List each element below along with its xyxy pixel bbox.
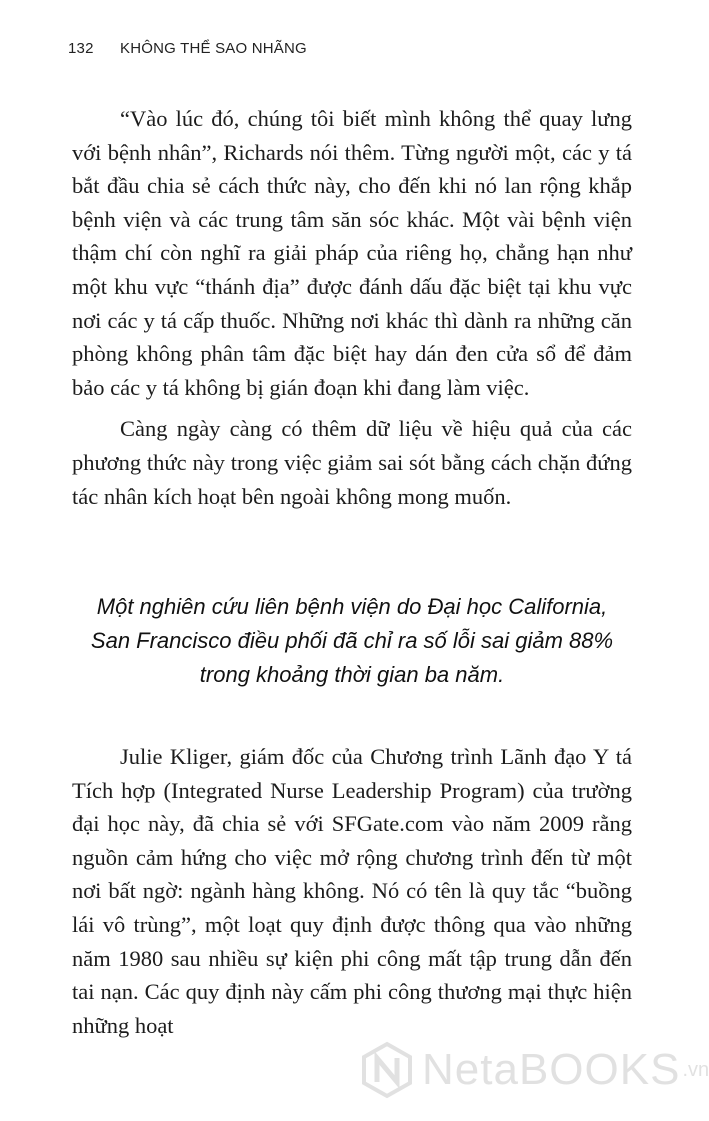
- pull-quote-line: trong khoảng thời gian ba năm.: [199, 662, 505, 687]
- pull-quote: [72, 590, 632, 692]
- netabooks-logo-icon: [362, 1042, 412, 1098]
- running-title: KHÔNG THỂ SAO NHÃNG: [120, 40, 307, 57]
- page-number: 132: [68, 40, 94, 57]
- watermark-brand: NetaBOOKS: [422, 1045, 681, 1094]
- pull-quote-line: San Francisco điều phối đã chỉ ra số lỗi sai giảm 88%: [90, 628, 614, 653]
- paragraph: Julie Kliger, giám đốc của Chương trình Lãnh đạo Y tá Tích hợp (Integrated Nurse Leadership Program) của trường đại học này, đã chia sẻ với SFGate.com vào năm 2009 rằng nguồn cảm hứng cho việc mở rộng chương trình đến từ một nơi bất ngờ: ngành hàng không. Nó có tên là quy tắc “buồng lái vô trùng”, một loạt quy định được thông qua vào những năm 1980 sau nhiều sự kiện phi công mất tập trung dẫn đến tai nạn. Các quy định này cấm phi công thương mại thực hiện những hoạt: [72, 744, 632, 1038]
- pull-quote-line: Một nghiên cứu liên bệnh viện do Đại học California,: [96, 594, 608, 619]
- running-header: [68, 40, 307, 57]
- watermark-suffix: .vn: [682, 1058, 709, 1081]
- body-text-bottom: [72, 740, 632, 1050]
- body-text-top: [72, 102, 632, 521]
- paragraph: “Vào lúc đó, chúng tôi biết mình không thể quay lưng với bệnh nhân”, Richards nói thêm. Từng người một, các y tá bắt đầu chia sẻ cách thức này, cho đến khi nó lan rộng khắp bệnh viện và các trung tâm săn sóc khác. Một vài bệnh viện thậm chí còn nghĩ ra giải pháp của riêng họ, chẳng hạn như một khu vực “thánh địa” được đánh dấu đặc biệt tại khu vực nơi các y tá cấp thuốc. Những nơi khác thì dành ra những căn phòng không phân tâm đặc biệt hay dán đen cửa sổ để đảm bảo các y tá không bị gián đoạn khi đang làm việc.: [72, 106, 632, 400]
- paragraph: Càng ngày càng có thêm dữ liệu về hiệu quả của các phương thức này trong việc giảm sai sót bằng cách chặn đứng tác nhân kích hoạt bên ngoài không mong muốn.: [72, 416, 632, 509]
- watermark: [362, 1042, 709, 1098]
